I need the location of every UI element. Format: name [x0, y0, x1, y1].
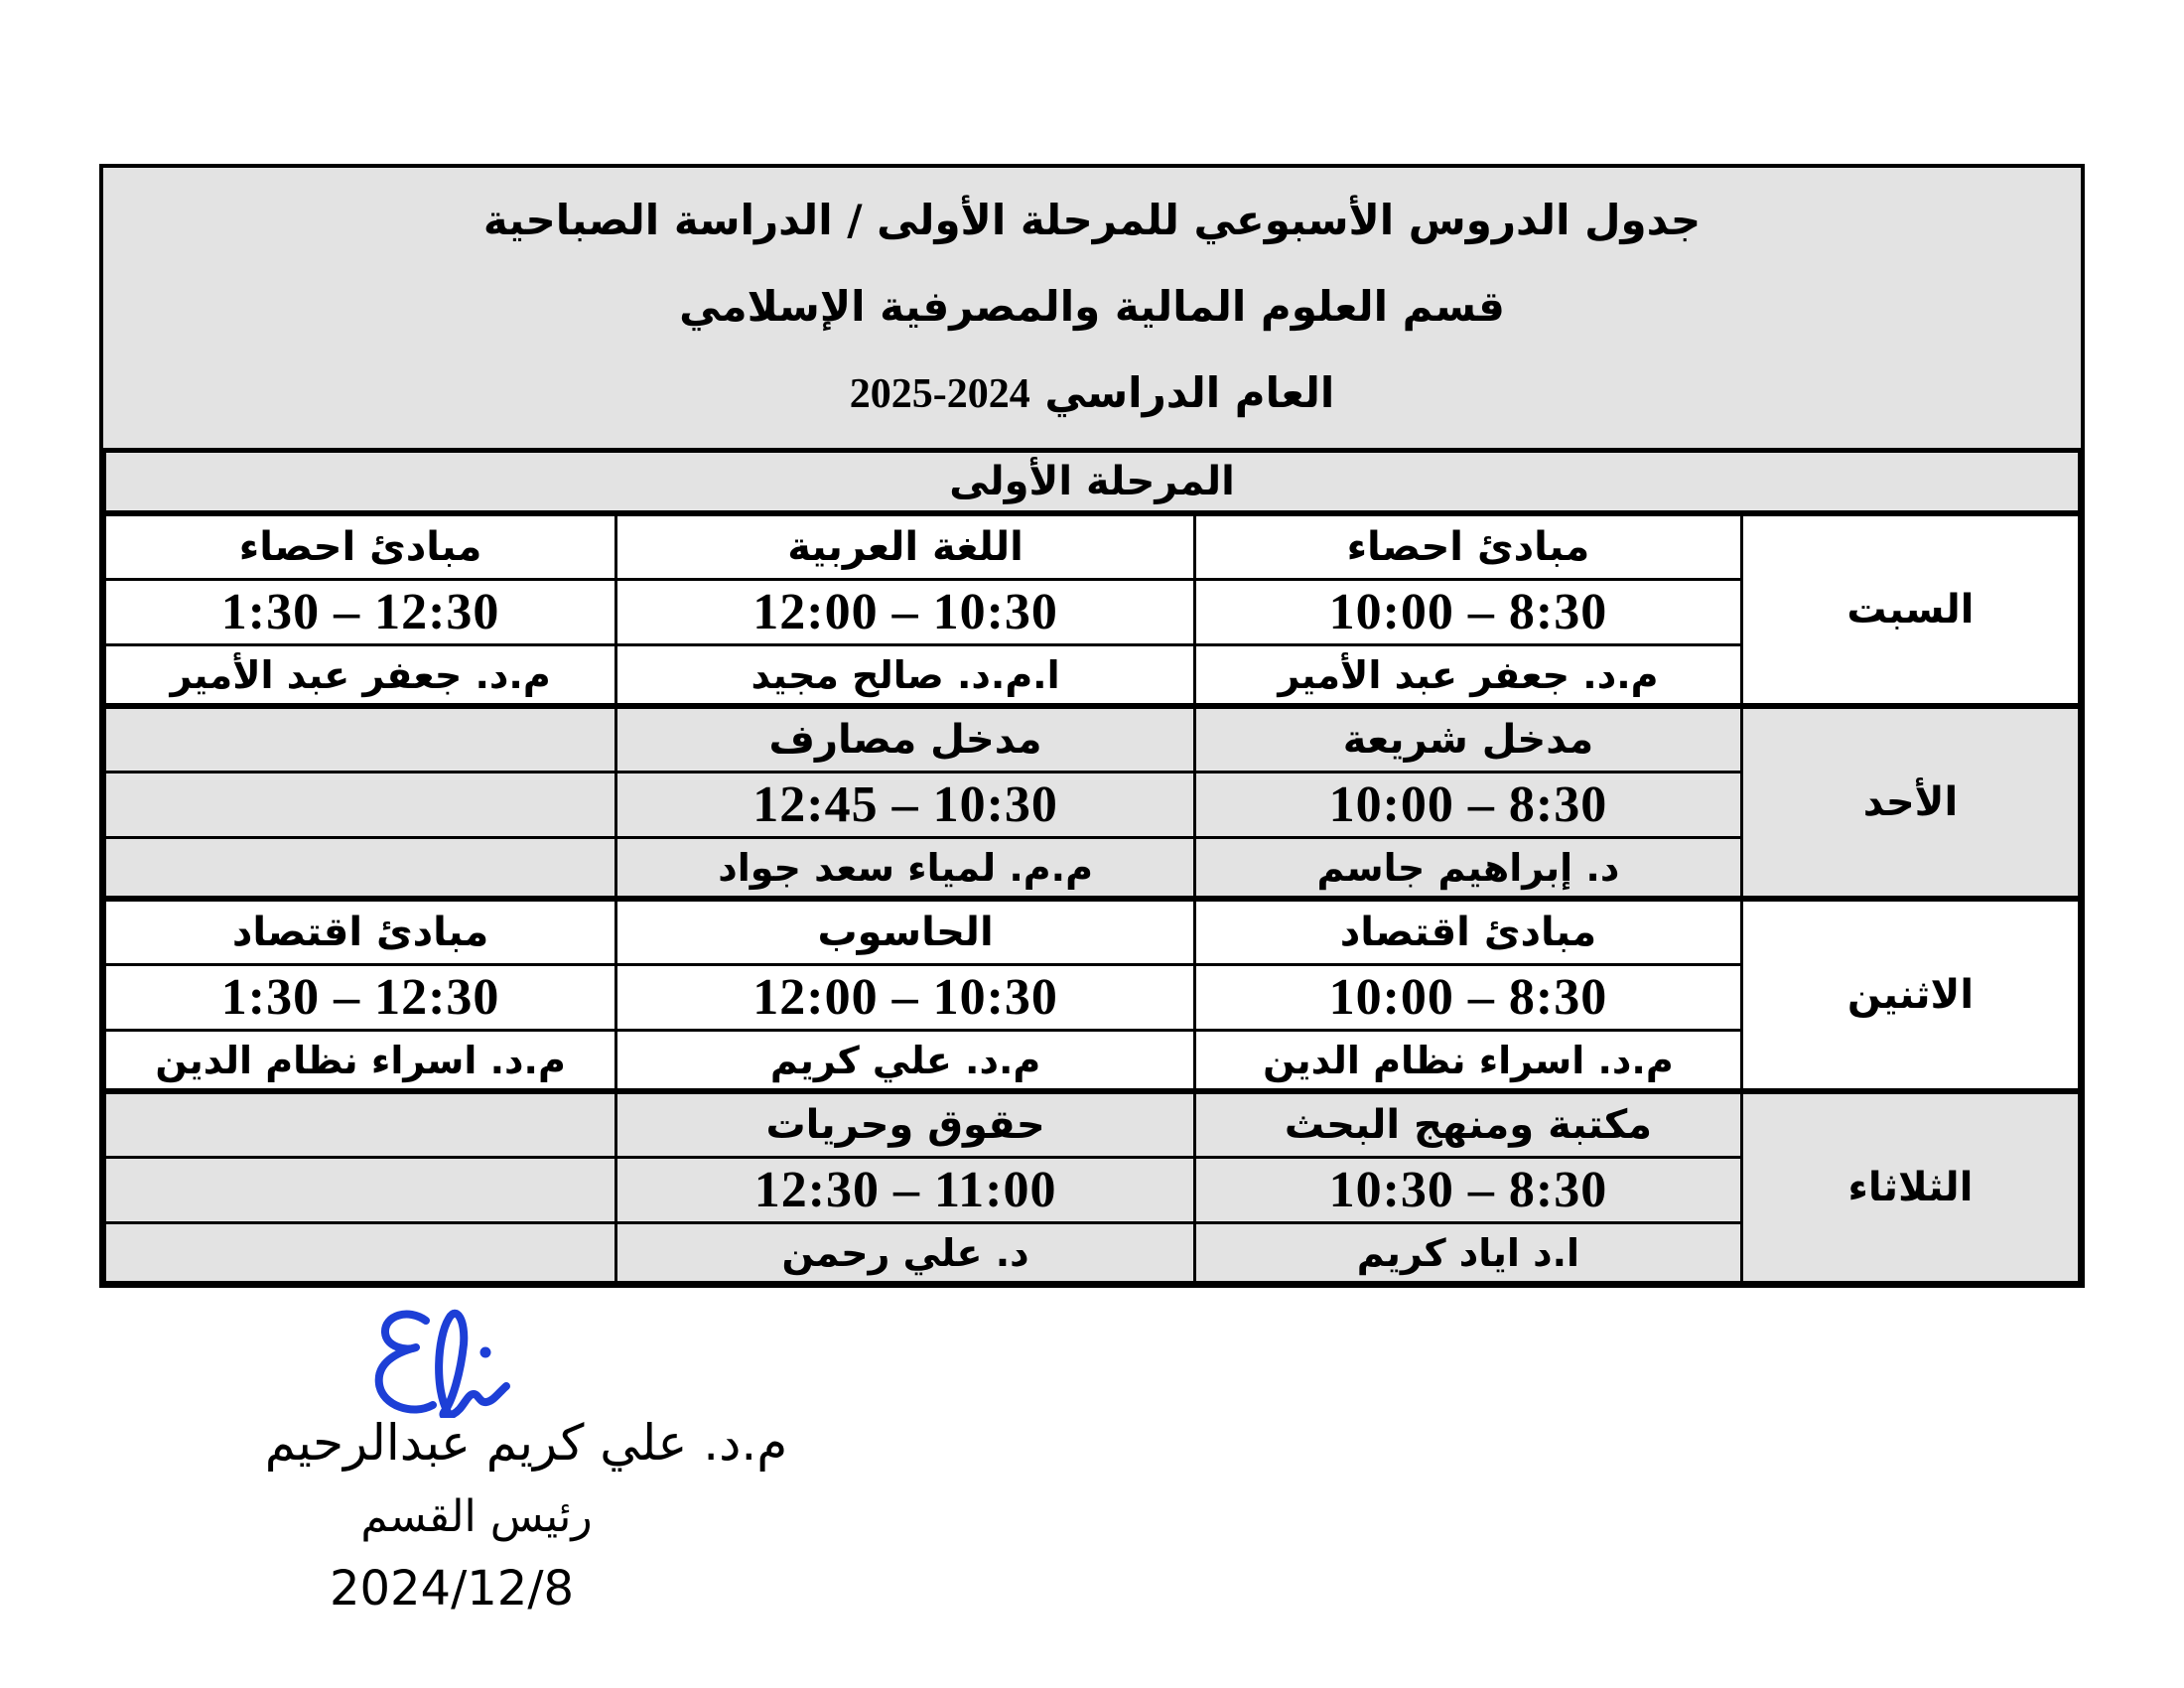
time-cell-empty [105, 773, 616, 838]
time-cell: 1:30 – 12:30 [105, 965, 616, 1031]
time-cell: 12:45 – 10:30 [616, 773, 1195, 838]
time-cell: 10:30 – 8:30 [1194, 1158, 1741, 1223]
teacher-cell: د. إبراهيم جاسم [1194, 838, 1741, 900]
day-group-sunday [105, 706, 2080, 899]
time-cell: 1:30 – 12:30 [105, 580, 616, 645]
time-cell: 12:00 – 10:30 [616, 965, 1195, 1031]
signatory-name: م.د. علي كريم عبدالرحيم [264, 1414, 788, 1472]
day-group-monday [105, 899, 2080, 1091]
signature-i-dot [480, 1347, 491, 1358]
teacher-cell: ا.د اياد كريم [1194, 1223, 1741, 1283]
table-title-block [103, 168, 2081, 448]
academic-year-label: العام الدراسي [1044, 368, 1335, 418]
academic-year-numbers: 2025-2024 [849, 371, 1030, 418]
day-name: السبت [1741, 513, 2079, 706]
subject-cell: مكتبة ومنهج البحث [1194, 1091, 1741, 1158]
title-line-department: قسم العلوم المالية والمصرفية الإسلامي [679, 282, 1505, 332]
signatory-role: رئيس القسم [360, 1491, 593, 1542]
schedule-grid [103, 448, 2081, 1284]
time-cell: 10:00 – 8:30 [1194, 773, 1741, 838]
stage-banner-row [105, 451, 2080, 514]
day-group-tuesday [105, 1091, 2080, 1283]
subject-cell-empty [105, 706, 616, 773]
day-group-saturday [105, 513, 2080, 706]
time-cell: 12:30 – 11:00 [616, 1158, 1195, 1223]
stage-banner: المرحلة الأولى [105, 451, 2080, 514]
teacher-cell-empty [105, 1223, 616, 1283]
subject-cell: مبادئ احصاء [1194, 513, 1741, 580]
teacher-cell: م.د. جعفر عبد الأمير [1194, 645, 1741, 707]
teacher-cell-empty [105, 838, 616, 900]
subject-cell: مبادئ اقتصاد [1194, 899, 1741, 965]
title-line-main: جدول الدروس الأسبوعي للمرحلة الأولى / الدراسة الصباحية [482, 196, 1702, 245]
signature-stroke-e [379, 1315, 433, 1410]
signature-image [369, 1307, 518, 1418]
signature-stroke-li [439, 1314, 506, 1417]
teacher-cell: م.د. اسراء نظام الدين [105, 1031, 616, 1092]
subject-cell: مدخل مصارف [616, 706, 1195, 773]
subject-cell: مدخل شريعة [1194, 706, 1741, 773]
teacher-cell: م.م. لمياء سعد جواد [616, 838, 1195, 900]
teacher-cell: د. علي رحمن [616, 1223, 1195, 1283]
time-cell: 10:00 – 8:30 [1194, 965, 1741, 1031]
teacher-cell: م.د. علي كريم [616, 1031, 1195, 1092]
teacher-cell: م.د. اسراء نظام الدين [1194, 1031, 1741, 1092]
subject-cell: اللغة العربية [616, 513, 1195, 580]
teacher-cell: ا.م.د. صالح مجيد [616, 645, 1195, 707]
weekly-schedule-table [99, 164, 2085, 1288]
subject-cell: مبادئ اقتصاد [105, 899, 616, 965]
day-name: الثلاثاء [1741, 1091, 2079, 1283]
day-name: الاثنين [1741, 899, 2079, 1091]
subject-cell-empty [105, 1091, 616, 1158]
time-cell: 10:00 – 8:30 [1194, 580, 1741, 645]
time-cell-empty [105, 1158, 616, 1223]
subject-cell: مبادئ احصاء [105, 513, 616, 580]
subject-cell: الحاسوب [616, 899, 1195, 965]
subject-cell: حقوق وحريات [616, 1091, 1195, 1158]
teacher-cell: م.د. جعفر عبد الأمير [105, 645, 616, 707]
time-cell: 12:00 – 10:30 [616, 580, 1195, 645]
title-line-academic-year [850, 370, 1334, 417]
day-name: الأحد [1741, 706, 2079, 899]
signature-date: 2024/12/8 [329, 1561, 575, 1617]
